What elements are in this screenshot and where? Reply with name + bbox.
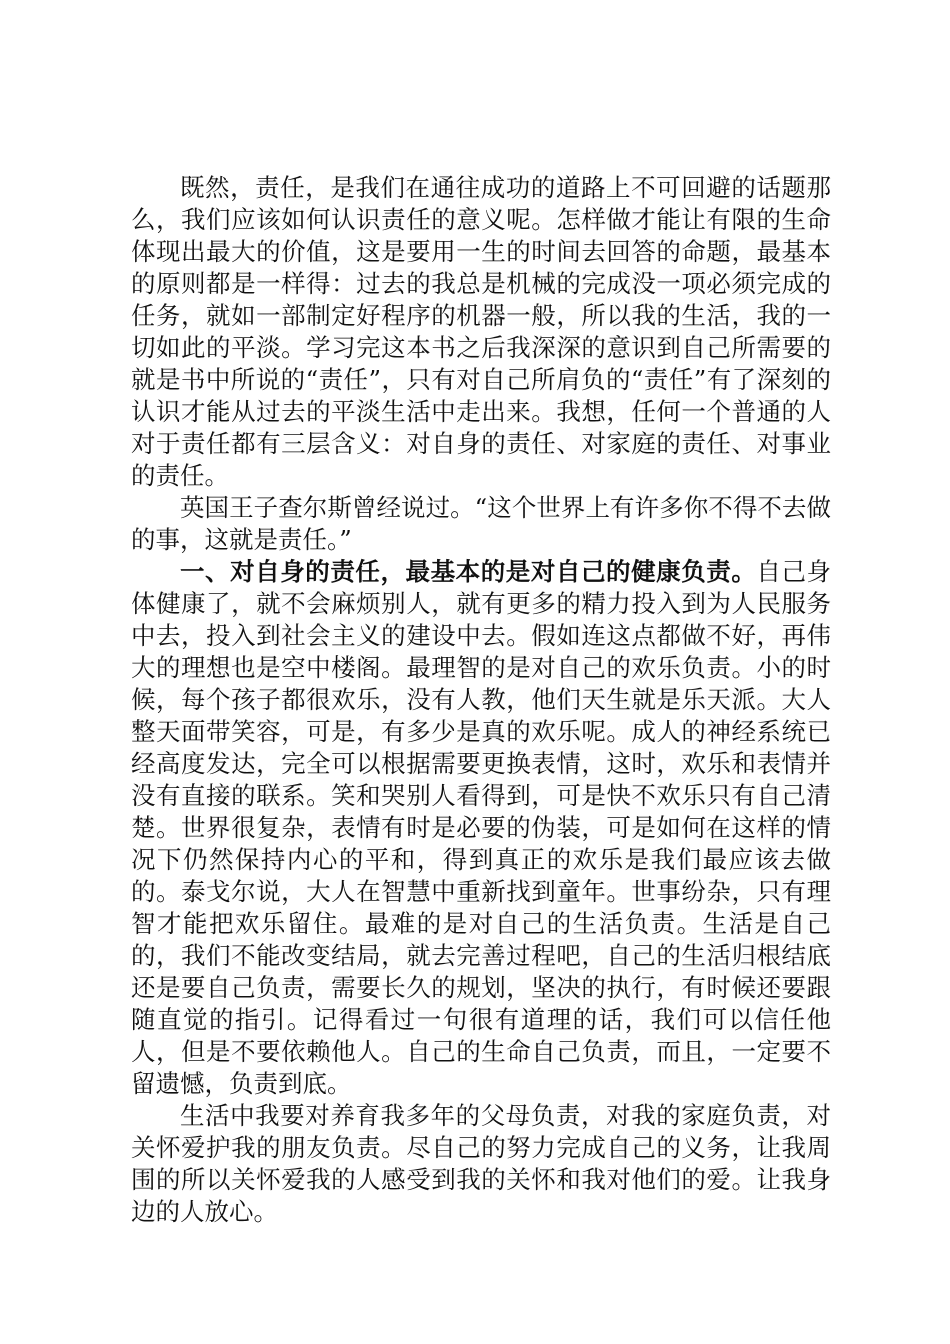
paragraph-quote <box>131 492 831 556</box>
paragraph-family-responsibility <box>131 1100 831 1228</box>
paragraph-intro-text: 既然，责任，是我们在通往成功的道路上不可回避的话题那么，我们应该如何认识责任的意义呢。怎样做才能让有限的生命体现出最大的价值，这是要用一生的时间去回答的命题，最基本的原则都是一样得：过去的我总是机械的完成没一项必须完成的任务，就如一部制定好程序的机器一般，所以我的生活，我的一切如此的平淡。学习完这本书之后我深深的意识到自己所需要的就是书中所说的“责任”，只有对自己所肩负的“责任”有了深刻的认识才能从过去的平淡生活中走出来。我想，任何一个普通的人对于责任都有三层含义：对自身的责任、对家庭的责任、对事业的责任。 <box>131 173 831 490</box>
document-body <box>131 172 831 1228</box>
paragraph-family-responsibility-text: 生活中我要对养育我多年的父母负责，对我的家庭负责，对关怀爱护我的朋友负责。尽自己的努力完成自己的义务，让我周围的所以关怀爱我的人感受到我的关怀和我对他们的爱。让我身边的人放心。 <box>131 1101 831 1226</box>
section-heading-self-responsibility: 一、对自身的责任，最基本的是对自己的健康负责。 <box>180 557 757 586</box>
paragraph-intro <box>131 172 831 492</box>
paragraph-self-responsibility <box>131 556 831 1100</box>
paragraph-self-responsibility-text: 自己身体健康了，就不会麻烦别人，就有更多的精力投入到为人民服务中去，投入到社会主义的建设中去。假如连这点都做不好，再伟大的理想也是空中楼阁。最理智的是对自己的欢乐负责。小的时候，每个孩子都很欢乐，没有人教，他们天生就是乐天派。大人整天面带笑容，可是，有多少是真的欢乐呢。成人的神经系统已经高度发达，完全可以根据需要更换表情，这时，欢乐和表情并没有直接的联系。笑和哭别人看得到，可是快不欢乐只有自己清楚。世界很复杂，表情有时是必要的伪装，可是如何在这样的情况下仍然保持内心的平和，得到真正的欢乐是我们最应该去做的。泰戈尔说，大人在智慧中重新找到童年。世事纷杂，只有理智才能把欢乐留住。最难的是对自己的生活负责。生活是自己的，我们不能改变结局，就去完善过程吧，自己的生活归根结底还是要自己负责，需要长久的规划，坚决的执行，有时候还要跟随直觉的指引。记得看过一句很有道理的话，我们可以信任他人，但是不要依赖他人。自己的生命自己负责，而且，一定要不留遗憾，负责到底。 <box>131 557 832 1098</box>
paragraph-quote-text: 英国王子查尔斯曾经说过。“这个世界上有许多你不得不去做的事，这就是责任。” <box>131 493 831 554</box>
